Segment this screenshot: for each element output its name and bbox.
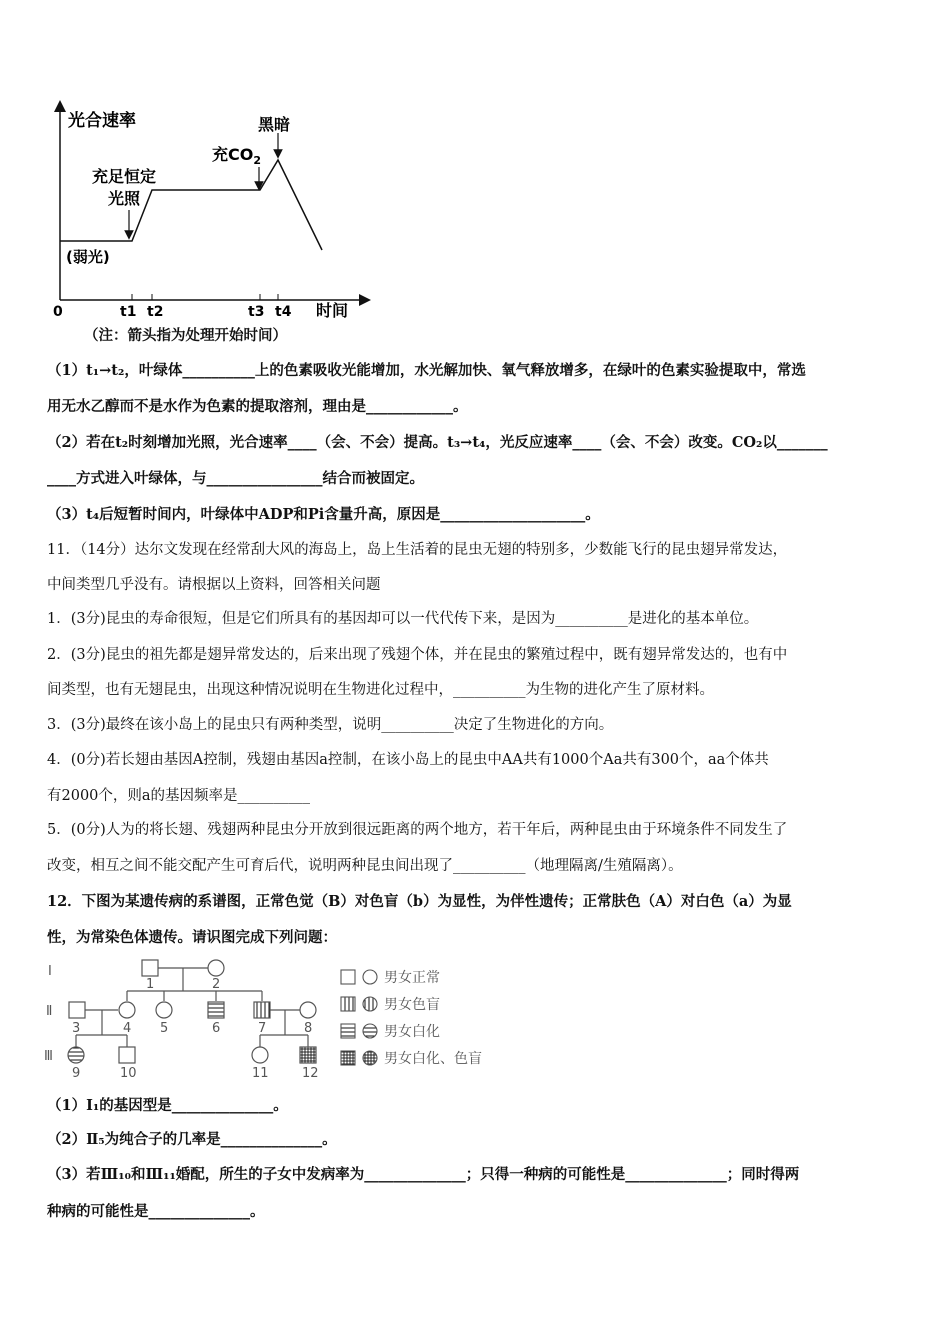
y-axis-label: 光合速率 [68, 111, 136, 131]
graph-note: （注：箭头指为处理开始时间） [84, 327, 287, 344]
tick-label-t3: t3 [248, 304, 265, 320]
generation-label-1: Ⅰ [48, 964, 52, 979]
q11-line-8: 有2000个，则a的基因频率是__________ [47, 788, 311, 804]
person-1 [142, 960, 158, 976]
q10-line-4: ____方式进入叶绿体，与________________结合而被固定。 [47, 470, 424, 487]
person-id-4: 4 [123, 1021, 132, 1036]
q11-line-10: 改变，相互之间不能交配产生可育后代，说明两种昆虫间出现了__________（地理隔离/生殖隔离）。 [47, 858, 683, 874]
person-id-10: 10 [120, 1066, 137, 1081]
generation-label-2: Ⅱ [46, 1004, 53, 1019]
photosynthesis-graph [40, 100, 380, 330]
annotation-light-1: 充足恒定 [92, 167, 157, 186]
generation-label-3: Ⅲ [44, 1049, 53, 1064]
pedigree-chart [40, 955, 510, 1085]
person-6 [208, 1002, 224, 1018]
q11-line-9: 5．(0分)人为的将长翅、残翅两种昆虫分开放到很远距离的两个地方，若干年后，两种昆虫由于环境条件不同发生了 [47, 822, 788, 838]
q11-line-6: 3．(3分)最终在该小岛上的昆虫只有两种类型，说明__________决定了生物进化的方向。 [47, 717, 614, 733]
person-id-11: 11 [252, 1066, 269, 1081]
legend-both-label: 男女白化、色盲 [384, 1051, 482, 1067]
person-id-6: 6 [212, 1021, 221, 1036]
q11-line-5: 间类型，也有无翅昆虫，出现这种情况说明在生物进化过程中，__________为生物的进化产生了原材料。 [47, 682, 714, 698]
q11-line-3: 1．(3分)昆虫的寿命很短，但是它们所具有的基因却可以一代代传下来，是因为__________是进化的基本单位。 [47, 611, 759, 627]
q10-line-2: 用无水乙醇而不是水作为色素的提取溶剂，理由是____________。 [47, 398, 468, 415]
person-2 [208, 960, 224, 976]
person-id-12: 12 [302, 1066, 319, 1081]
person-3 [69, 1002, 85, 1018]
q12-line-2: 性，为常染色体遗传。请识图完成下列问题： [47, 929, 337, 946]
annotation-light-2: 光照 [108, 189, 141, 208]
legend-normal-female-icon [363, 970, 377, 984]
q12-line-1: 12．下图为某遗传病的系谱图，正常色觉（B）对色盲（b）为显性，为伴性遗传；正常肤色（A）对白色（a）为显 [47, 893, 792, 910]
person-9 [68, 1047, 84, 1063]
q12-line-4: （2）Ⅱ₅为纯合子的几率是______________。 [47, 1131, 337, 1148]
person-7 [254, 1002, 270, 1018]
annotation-dark: 黑暗 [258, 115, 291, 134]
tick-label-t4: t4 [275, 304, 292, 320]
q11-line-4: 2．(3分)昆虫的祖先都是翅异常发达的，后来出现了残翅个体，并在昆虫的繁殖过程中，既有翅异常发达的，也有中 [47, 647, 788, 663]
legend-albino-male-icon [341, 1024, 355, 1038]
q10-line-3: （2）若在t₂时刻增加光照，光合速率____（会、不会）提高。t₃→t₄，光反应速率____（会、不会）改变。CO₂以_______ [47, 434, 828, 451]
person-id-3: 3 [72, 1021, 81, 1036]
q11-line-1: 11．（14分）达尔文发现在经常刮大风的海岛上，岛上生活着的昆虫无翅的特别多，少数能飞行的昆虫翅异常发达， [47, 542, 788, 558]
person-id-5: 5 [160, 1021, 169, 1036]
person-id-7: 7 [258, 1021, 267, 1036]
tick-label-t2: t2 [147, 304, 164, 320]
legend-both-female-icon [363, 1051, 377, 1065]
q11-line-7: 4．(0分)若长翅由基因A控制，残翅由基因a控制，在该小岛上的昆虫中AA共有1000个Aa共有300个，aa个体共 [47, 752, 769, 768]
legend-albino-female-icon [363, 1024, 377, 1038]
person-5 [156, 1002, 172, 1018]
person-id-2: 2 [212, 977, 221, 992]
legend-colorblind-label: 男女色盲 [384, 997, 440, 1013]
person-12 [300, 1047, 316, 1063]
person-id-1: 1 [146, 977, 155, 992]
q11-line-2: 中间类型几乎没有。请根据以上资料，回答相关问题 [47, 577, 381, 593]
person-id-8: 8 [304, 1021, 313, 1036]
legend-colorblind-female-icon [363, 997, 377, 1011]
q10-line-1: （1）t₁→t₂，叶绿体__________上的色素吸收光能增加，水光解加快、氧气释放增多，在绿叶的色素实验提取中，常选 [47, 362, 806, 379]
tick-label-t1: t1 [120, 304, 137, 320]
q12-line-3: （1）Ⅰ₁的基因型是______________。 [47, 1097, 288, 1114]
person-4 [119, 1002, 135, 1018]
origin-label: 0 [53, 304, 63, 320]
legend-normal-label: 男女正常 [384, 970, 440, 986]
annotation-co2: 充$CO_2$ [212, 145, 262, 167]
person-11 [252, 1047, 268, 1063]
q10-line-5: （3）t₄后短暂时间内，叶绿体中ADP和Pi含量升高，原因是____________________。 [47, 506, 600, 523]
x-axis-label: 时间 [316, 301, 349, 320]
person-8 [300, 1002, 316, 1018]
q12-line-6: 种病的可能性是______________。 [47, 1203, 265, 1220]
legend-albino-label: 男女白化 [384, 1024, 440, 1040]
legend-colorblind-male-icon [341, 997, 355, 1011]
legend-normal-male-icon [341, 970, 355, 984]
person-10 [119, 1047, 135, 1063]
annotation-weak-light: (弱光) [66, 248, 110, 266]
person-id-9: 9 [72, 1066, 81, 1081]
legend-both-male-icon [341, 1051, 355, 1065]
q12-line-5: （3）若Ⅲ₁₀和Ⅲ₁₁婚配，所生的子女中发病率为______________；只得一种病的可能性是______________；同时得两 [47, 1166, 800, 1183]
